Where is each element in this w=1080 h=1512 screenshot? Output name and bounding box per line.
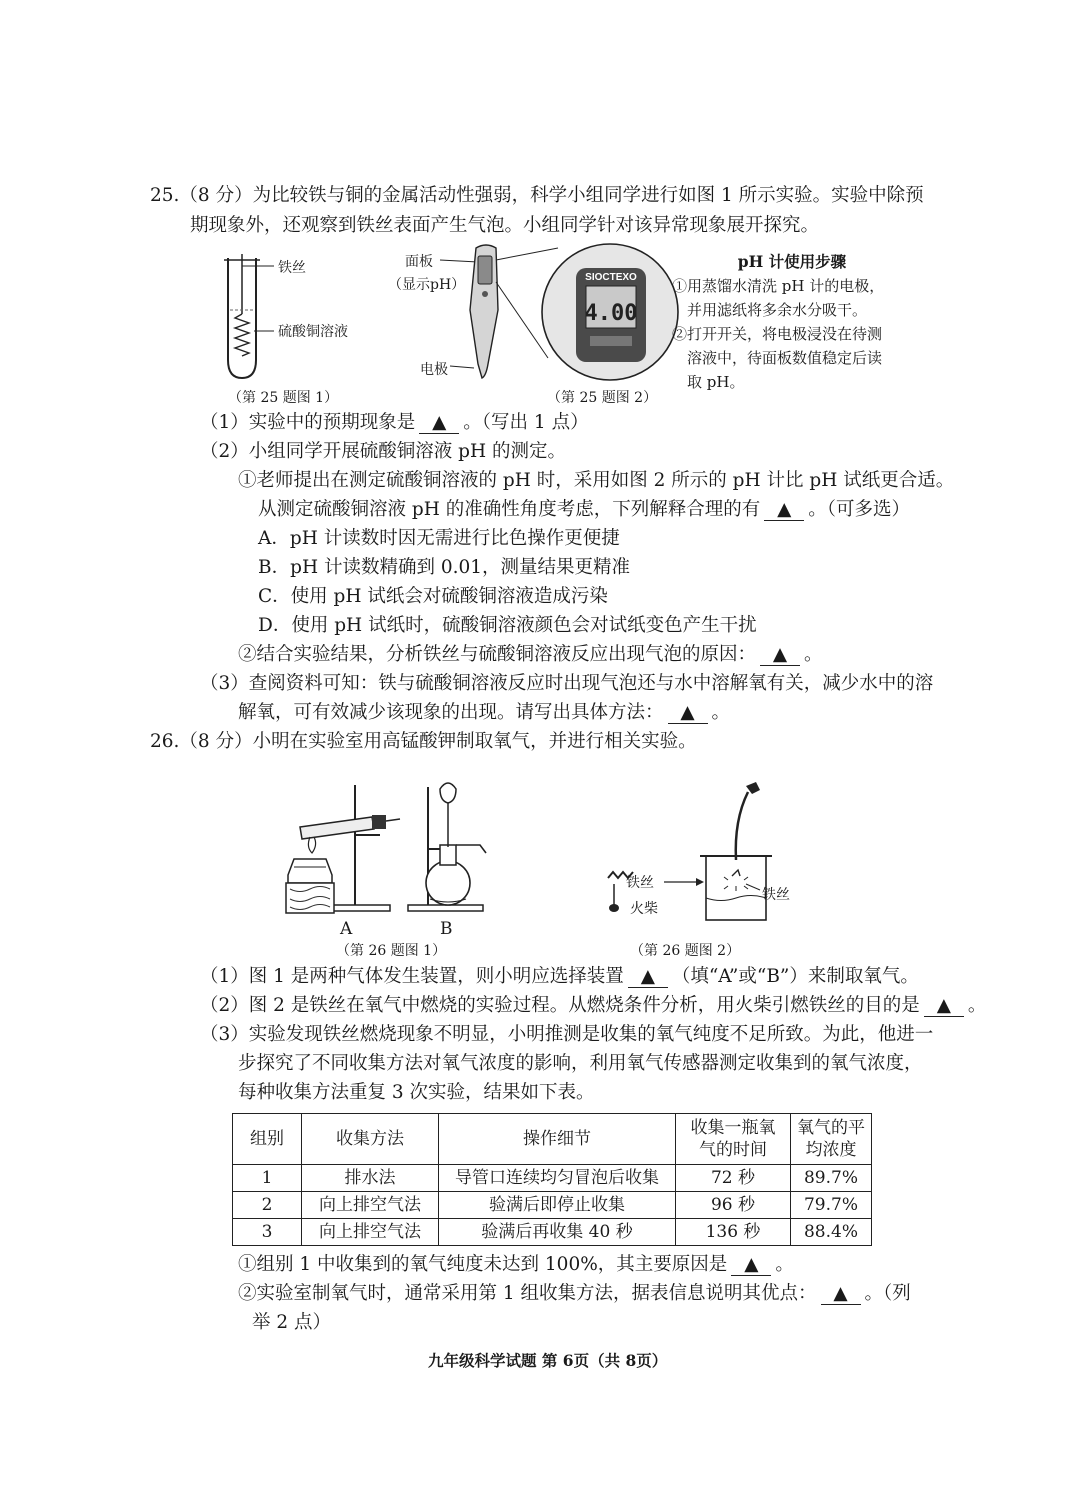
option-c: C．使用 pH 试纸会对硫酸铜溶液造成污染 [258,586,608,607]
q25-part2-2: ②结合实验结果，分析铁丝与硫酸铜溶液反应出现气泡的原因： ▲ 。 [238,644,823,665]
label-apparatus-a: A [340,919,353,939]
q25-part2-1b: 从测定硫酸铜溶液 pH 的准确性角度考虑，下列解释合理的有 ▲ 。（可多选） [258,499,911,520]
label-iron-wire-3: 铁丝 [762,887,790,903]
q26-part3-b: 步探究了不同收集方法对氧气浓度的影响，利用氧气传感器测定收集到的氧气浓度， [238,1053,923,1074]
q26-part2: （2）图 2 是铁丝在氧气中燃烧的实验过程。从燃烧条件分析，用火柴引燃铁丝的目的是 ▲ 。 [200,995,987,1016]
meter-brand: SIOCTEXO [585,272,637,283]
oxygen-results-table [232,1113,872,1246]
answer-blank[interactable]: ▲ [628,967,668,988]
option-b: B．pH 计读数精确到 0.01，测量结果更精准 [258,557,631,578]
q26-sub2: ②实验室制氧气时，通常采用第 1 组收集方法，据表信息说明其优点： ▲ 。（列 [238,1283,911,1304]
answer-blank[interactable]: ▲ [668,703,708,724]
answer-blank[interactable]: ▲ [419,413,459,434]
q26-part3-a: （3）实验发现铁丝燃烧现象不明显，小明推测是收集的氧气纯度不足所致。为此，他进一 [200,1024,934,1045]
step2-line-a: ②打开开关，将电极浸没在待测 [672,325,883,343]
meter-display: 4.00 [584,301,638,326]
q26-part1: （1）图 1 是两种气体发生装置，则小明应选择装置 ▲ （填“A”或“B”）来制取氧气。 [200,966,919,987]
ph-steps-box [672,250,912,394]
header-concentration: 氧气的平 均浓度 [791,1114,872,1165]
label-iron-wire-2: 铁丝 [626,875,654,891]
gas-apparatus-figure [280,775,500,925]
table-row: 1 排水法 导管口连续均匀冒泡后收集 72 秒 89.7% [233,1165,872,1192]
table-row: 2 向上排空气法 验满后即停止收集 96 秒 79.7% [233,1192,872,1219]
option-a: A．pH 计读数时因无需进行比色操作更便捷 [258,528,620,549]
caption-fig25-2: （第 25 题图 2） [547,390,658,406]
q25-part2: （2）小组同学开展硫酸铜溶液 pH 的测定。 [200,441,567,462]
header-detail: 操作细节 [439,1114,676,1165]
label-electrode: 电极 [420,362,448,378]
option-d: D．使用 pH 试纸时，硫酸铜溶液颜色会对试纸变色产生干扰 [258,615,757,636]
q25-part3-a: （3）查阅资料可知：铁与硫酸铜溶液反应时出现气泡还与水中溶解氧有关，减少水中的溶 [200,673,934,694]
header-method: 收集方法 [302,1114,439,1165]
steps-title: pH 计使用步骤 [737,252,847,271]
q26-sub1: ①组别 1 中收集到的氧气纯度未达到 100%，其主要原因是 ▲ 。 [238,1254,794,1275]
q26-sub2-cont: 举 2 点） [252,1312,332,1333]
label-match: 火柴 [630,901,658,917]
q26-stem: 26.（8 分）小明在实验室用高锰酸钾制取氧气，并进行相关实验。 [150,731,697,752]
label-panel-sub: （显示pH） [388,277,466,293]
caption-fig26-1: （第 26 题图 1） [336,943,447,959]
answer-blank[interactable]: ▲ [821,1284,861,1305]
caption-fig26-2: （第 26 题图 2） [630,943,741,959]
step2-line-c: 取 pH。 [687,373,745,391]
q25-part3-b: 解氧，可有效减少该现象的出现。请写出具体方法： ▲ 。 [238,702,731,723]
q25-part1: （1）实验中的预期现象是 ▲ 。（写出 1 点） [200,412,589,433]
header-group: 组别 [233,1114,302,1165]
q25-stem-line1: 25.（8 分）为比较铁与铜的金属活动性强弱，科学小组同学进行如图 1 所示实验。实验中除预 [150,185,924,206]
label-iron-wire: 铁丝 [278,260,306,276]
table-row: 3 向上排空气法 验满后再收集 40 秒 136 秒 88.4% [233,1219,872,1246]
answer-blank[interactable]: ▲ [760,645,800,666]
answer-blank[interactable]: ▲ [731,1255,771,1276]
page-footer: 九年级科学试题 第 6页（共 8页） [428,1351,668,1370]
step2-line-b: 溶液中，待面板数值稳定后读 [687,349,883,367]
table-header-row [233,1114,872,1165]
step1-line-a: ①用蒸馏水清洗 pH 计的电极， [672,277,885,295]
q26-part3-c: 每种收集方法重复 3 次实验，结果如下表。 [238,1082,595,1103]
answer-blank[interactable]: ▲ [924,996,964,1017]
caption-fig25-1: （第 25 题图 1） [228,390,339,406]
step1-line-b: 并用滤纸将多余水分吸干。 [687,301,868,319]
header-time: 收集一瓶氧 气的时间 [676,1114,791,1165]
answer-blank[interactable]: ▲ [764,500,804,521]
q25-stem-line2: 期现象外，还观察到铁丝表面产生气泡。小组同学针对该异常现象展开探究。 [190,215,820,236]
label-apparatus-b: B [440,919,453,939]
label-copper-sulfate: 硫酸铜溶液 [278,324,348,340]
label-panel: 面板 [405,254,433,270]
ph-meter-figure [430,240,690,390]
q25-part2-1a: ①老师提出在测定硫酸铜溶液的 pH 时，采用如图 2 所示的 pH 计比 pH 试纸更合适。 [238,470,955,491]
